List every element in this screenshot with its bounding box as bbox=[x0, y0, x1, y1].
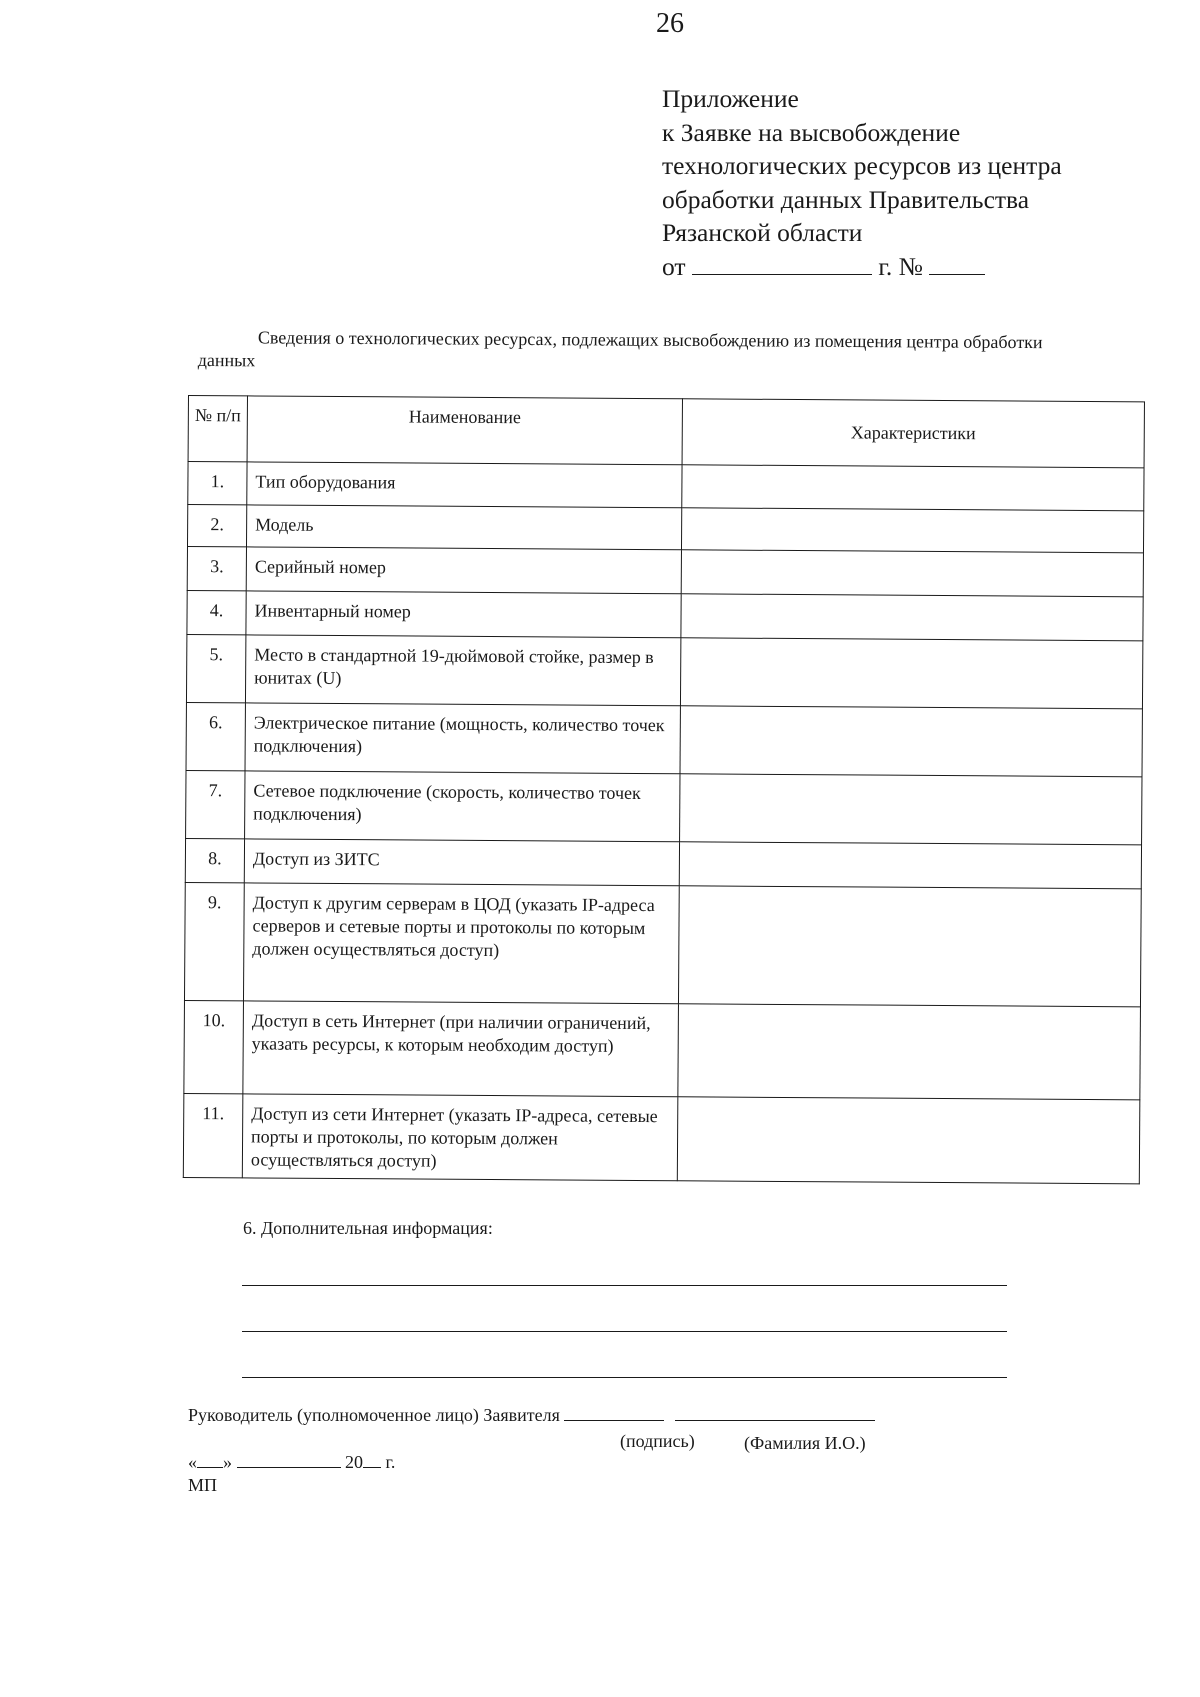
signature-label: Руководитель (уполномоченное лицо) Заявителя bbox=[188, 1405, 560, 1425]
row-num: 10. bbox=[184, 1000, 244, 1093]
additional-info-label: 6. Дополнительная информация: bbox=[243, 1218, 493, 1238]
signature-blank[interactable] bbox=[564, 1404, 664, 1421]
row-name: Серийный номер bbox=[246, 547, 681, 594]
table-row bbox=[188, 462, 1144, 511]
row-num: 8. bbox=[185, 838, 244, 882]
appendix-date-line bbox=[662, 250, 1062, 284]
table-row bbox=[187, 590, 1143, 640]
appendix-line: обработки данных Правительства bbox=[662, 184, 1030, 214]
header-name bbox=[247, 396, 682, 465]
signature-caption: (подпись) bbox=[620, 1431, 695, 1451]
table-row bbox=[187, 547, 1143, 597]
row-num: 2. bbox=[187, 505, 246, 547]
row-name: Доступ из сети Интернет (указать IP-адреса, сетевые порты и протоколы, по которым должен осуществляться доступ) bbox=[242, 1094, 678, 1181]
row-name: Модель bbox=[246, 505, 681, 550]
day-blank[interactable] bbox=[197, 1451, 223, 1468]
row-value-cell[interactable] bbox=[678, 1004, 1141, 1100]
date-line bbox=[188, 1451, 395, 1473]
appendix-block bbox=[662, 82, 1062, 283]
signature-line bbox=[188, 1403, 875, 1427]
header-name-label: Наименование bbox=[408, 406, 521, 428]
intro-line: данных bbox=[197, 349, 256, 371]
name-blank[interactable] bbox=[675, 1404, 875, 1421]
year-suffix: г. bbox=[385, 1452, 396, 1472]
row-num: 7. bbox=[186, 770, 245, 838]
row-name: Тип оборудования bbox=[247, 462, 682, 508]
row-value-cell[interactable] bbox=[681, 594, 1143, 641]
appendix-line: технологических ресурсов из центра bbox=[662, 151, 1062, 180]
appendix-line: Рязанской области bbox=[662, 218, 863, 247]
table-row bbox=[183, 1093, 1140, 1183]
intro-line: Сведения о технологических ресурсах, подлежащих высвобождению из помещения центра обработки bbox=[257, 327, 1043, 353]
row-value-cell[interactable] bbox=[681, 550, 1143, 597]
resources-table bbox=[183, 395, 1145, 1184]
header-characteristics bbox=[682, 399, 1144, 468]
appendix-date-blank[interactable] bbox=[692, 252, 872, 275]
appendix-date-prefix: от bbox=[662, 251, 686, 281]
table-row bbox=[184, 1000, 1141, 1099]
row-value-cell[interactable] bbox=[678, 886, 1141, 1007]
date-open-quote: « bbox=[188, 1452, 197, 1472]
row-name: Доступ к другим серверам в ЦОД (указать IP-адреса серверов и сетевые порты и протоколы по которым должен осуществляться доступ) bbox=[243, 883, 679, 1004]
row-name: Сетевое подключение (скорость, количество точек подключения) bbox=[245, 771, 680, 842]
row-value-cell[interactable] bbox=[680, 774, 1142, 845]
row-value-cell[interactable] bbox=[680, 638, 1142, 709]
row-value-cell[interactable] bbox=[680, 706, 1142, 777]
row-name: Место в стандартной 19-дюймовой стойке, размер в юнитах (U) bbox=[245, 635, 680, 706]
appendix-year-suffix: г. № bbox=[878, 251, 923, 281]
row-num: 11. bbox=[183, 1093, 243, 1177]
stamp-label: МП bbox=[188, 1475, 218, 1495]
row-num: 4. bbox=[187, 590, 246, 634]
row-name: Доступ в сеть Интернет (при наличии ограничений, указать ресурсы, к которым необходим доступ) bbox=[243, 1001, 679, 1097]
month-blank[interactable] bbox=[237, 1451, 341, 1468]
row-value-cell[interactable] bbox=[681, 508, 1143, 553]
appendix-number-blank[interactable] bbox=[929, 252, 985, 275]
year-prefix: 20 bbox=[345, 1452, 363, 1472]
table-row bbox=[184, 882, 1141, 1006]
header-characteristics-label: Характеристики bbox=[850, 422, 976, 444]
additional-info-line[interactable] bbox=[242, 1285, 1007, 1286]
row-num: 1. bbox=[188, 462, 247, 505]
appendix-line: Приложение bbox=[662, 84, 799, 113]
row-num: 9. bbox=[184, 882, 244, 1000]
table-row bbox=[186, 770, 1142, 844]
appendix-line: к Заявке на высвобождение bbox=[662, 117, 961, 147]
table-row bbox=[187, 505, 1143, 553]
additional-info-line[interactable] bbox=[242, 1331, 1007, 1332]
year-blank[interactable] bbox=[363, 1451, 381, 1468]
additional-info-line[interactable] bbox=[242, 1377, 1007, 1378]
row-num: 5. bbox=[186, 634, 245, 702]
row-name: Доступ из ЗИТС bbox=[244, 839, 679, 886]
row-name: Электрическое питание (мощность, количество точек подключения) bbox=[245, 703, 680, 774]
name-caption: (Фамилия И.О.) bbox=[744, 1433, 866, 1453]
row-num: 3. bbox=[187, 547, 246, 591]
table-row bbox=[185, 838, 1141, 888]
row-value-cell[interactable] bbox=[682, 465, 1144, 511]
table-row bbox=[186, 634, 1142, 708]
row-name: Инвентарный номер bbox=[246, 591, 681, 638]
row-num: 6. bbox=[186, 702, 245, 770]
page-number: 26 bbox=[656, 8, 684, 39]
row-value-cell[interactable] bbox=[679, 842, 1141, 889]
header-num-label: № п/п bbox=[194, 405, 241, 426]
header-num bbox=[188, 396, 247, 462]
table-header-row bbox=[188, 396, 1144, 468]
intro-text bbox=[198, 326, 1158, 378]
table-row bbox=[186, 702, 1142, 776]
date-close-quote: » bbox=[223, 1452, 232, 1472]
row-value-cell[interactable] bbox=[677, 1097, 1140, 1184]
